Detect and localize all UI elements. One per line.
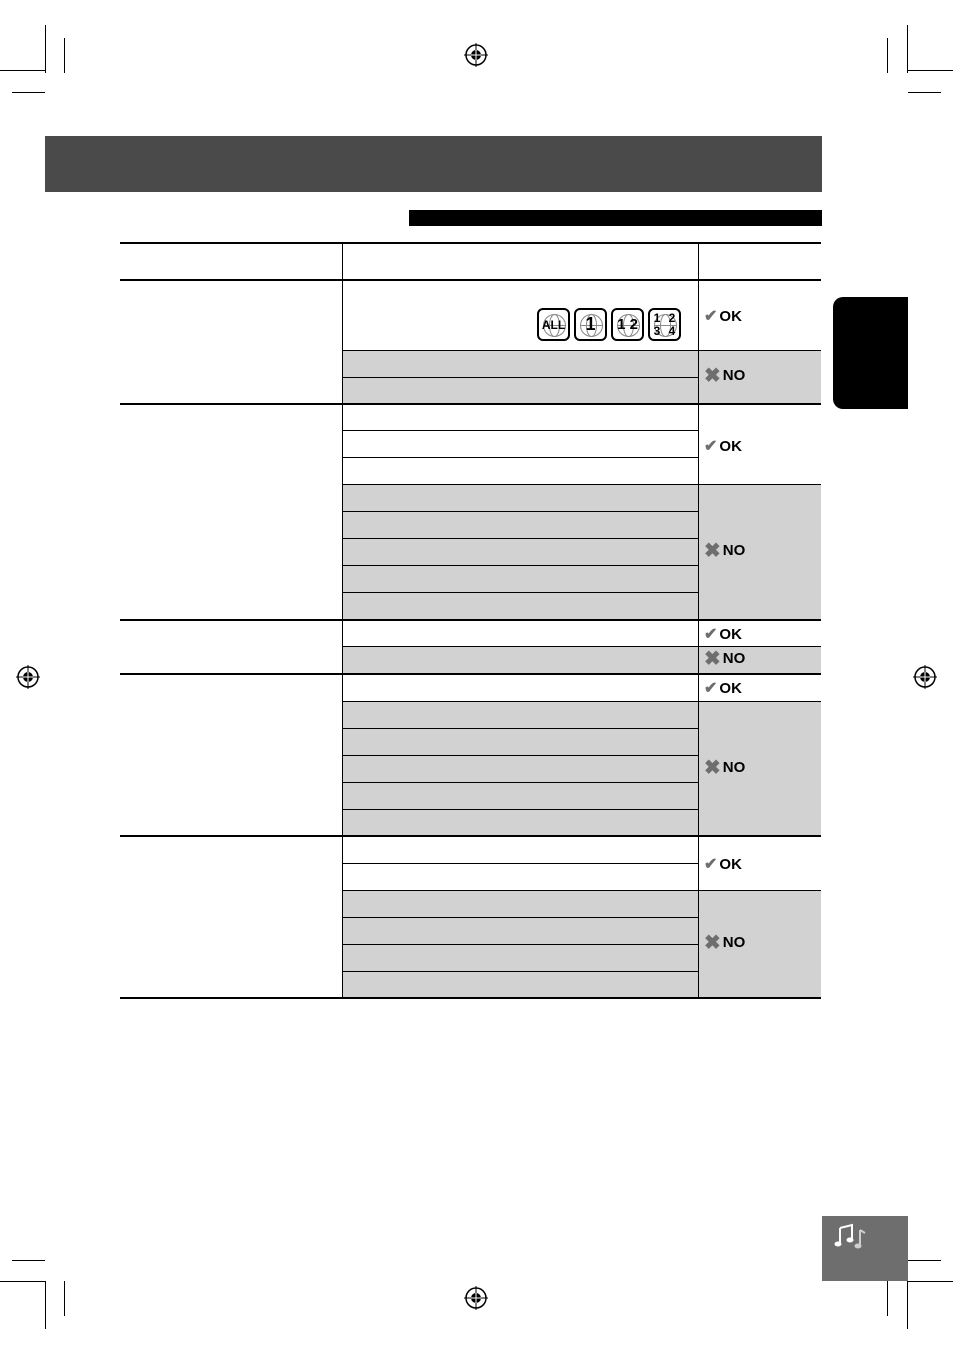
crop-mark — [887, 1281, 888, 1316]
crop-mark — [12, 1260, 45, 1261]
table-cell — [343, 512, 698, 538]
table-cell — [343, 351, 698, 377]
check-mark-icon: ✔ — [704, 856, 718, 873]
crop-mark — [908, 1281, 953, 1282]
row-divider — [343, 457, 698, 458]
status-ok: ✔ OK — [704, 437, 742, 455]
footer-section-marker — [822, 1216, 908, 1281]
table-cell — [343, 593, 698, 619]
crop-mark — [887, 38, 888, 73]
status-no: ✖ NO — [704, 364, 746, 387]
status-no: ✖ NO — [704, 931, 746, 954]
status-ok: ✔ OK — [704, 855, 742, 873]
row-divider — [343, 728, 698, 729]
table-cell — [343, 647, 821, 673]
crop-mark — [64, 38, 65, 73]
registration-mark-icon — [464, 1286, 488, 1310]
status-no: ✖ NO — [704, 539, 746, 562]
check-mark-icon: ✔ — [704, 308, 718, 325]
registration-mark-icon — [16, 665, 40, 689]
row-divider — [343, 592, 698, 593]
row-divider — [343, 538, 698, 539]
row-divider — [343, 755, 698, 756]
status-ok: ✔ OK — [704, 679, 742, 697]
crop-mark — [907, 25, 908, 73]
row-divider — [343, 430, 698, 431]
region-code-icons — [537, 308, 681, 341]
cross-mark-icon: ✖ — [704, 364, 721, 387]
row-divider — [343, 890, 821, 891]
table-border — [120, 997, 821, 999]
status-ok: ✔ OK — [704, 625, 742, 643]
row-divider — [343, 917, 698, 918]
music-notes-icon — [834, 1222, 868, 1252]
crop-mark — [0, 70, 45, 71]
row-divider — [343, 701, 821, 702]
crop-mark — [45, 25, 46, 73]
table-cell — [343, 729, 698, 755]
cross-mark-icon: ✖ — [704, 931, 721, 954]
crop-mark — [908, 92, 941, 93]
row-divider — [343, 782, 698, 783]
table-border — [120, 403, 821, 405]
row-divider — [343, 971, 698, 972]
row-divider — [343, 350, 821, 351]
status-no: ✖ NO — [704, 756, 746, 779]
region-1-2-3-4-icon: 1 2 3 4 — [648, 308, 681, 341]
section-title-bar — [409, 210, 822, 226]
row-divider — [343, 944, 698, 945]
column-divider — [342, 243, 343, 998]
crop-mark — [908, 1260, 941, 1261]
language-side-tab — [833, 297, 908, 409]
row-divider — [343, 511, 698, 512]
table-border — [120, 673, 821, 675]
row-divider — [343, 863, 698, 864]
row-divider — [343, 565, 698, 566]
table-cell — [343, 539, 698, 565]
cross-mark-icon: ✖ — [704, 647, 721, 670]
crop-mark — [907, 1281, 908, 1329]
row-divider — [343, 484, 821, 485]
table-cell — [343, 945, 698, 971]
table-cell — [343, 783, 698, 809]
table-cell — [343, 891, 698, 917]
table-cell — [343, 378, 698, 403]
status-ok: ✔ OK — [704, 307, 742, 325]
crop-mark — [908, 70, 953, 71]
column-divider — [698, 243, 699, 998]
registration-mark-icon — [913, 665, 937, 689]
cross-mark-icon: ✖ — [704, 539, 721, 562]
table-cell — [343, 918, 698, 944]
crop-mark — [12, 92, 45, 93]
region-all-icon: ALL — [537, 308, 570, 341]
crop-mark — [0, 1281, 45, 1282]
row-divider — [343, 809, 698, 810]
table-cell — [343, 702, 698, 728]
check-mark-icon: ✔ — [704, 438, 718, 455]
table-cell — [343, 485, 698, 511]
table-cell — [343, 756, 698, 782]
crop-mark — [64, 1281, 65, 1316]
check-mark-icon: ✔ — [704, 626, 718, 643]
registration-mark-icon — [464, 43, 488, 67]
status-no: ✖ NO — [704, 647, 746, 670]
row-divider — [343, 646, 821, 647]
table-cell — [343, 972, 698, 997]
table-cell — [343, 566, 698, 592]
crop-mark — [45, 1281, 46, 1329]
check-mark-icon: ✔ — [704, 680, 718, 697]
table-border — [120, 835, 821, 837]
page-header-bar — [45, 136, 822, 192]
table-cell — [343, 810, 698, 835]
table-border — [120, 242, 821, 244]
region-1-icon: 1 — [574, 308, 607, 341]
region-1-2-icon: 1 2 — [611, 308, 644, 341]
row-divider — [343, 377, 698, 378]
table-border — [120, 619, 821, 621]
cross-mark-icon: ✖ — [704, 756, 721, 779]
table-border — [120, 279, 821, 281]
